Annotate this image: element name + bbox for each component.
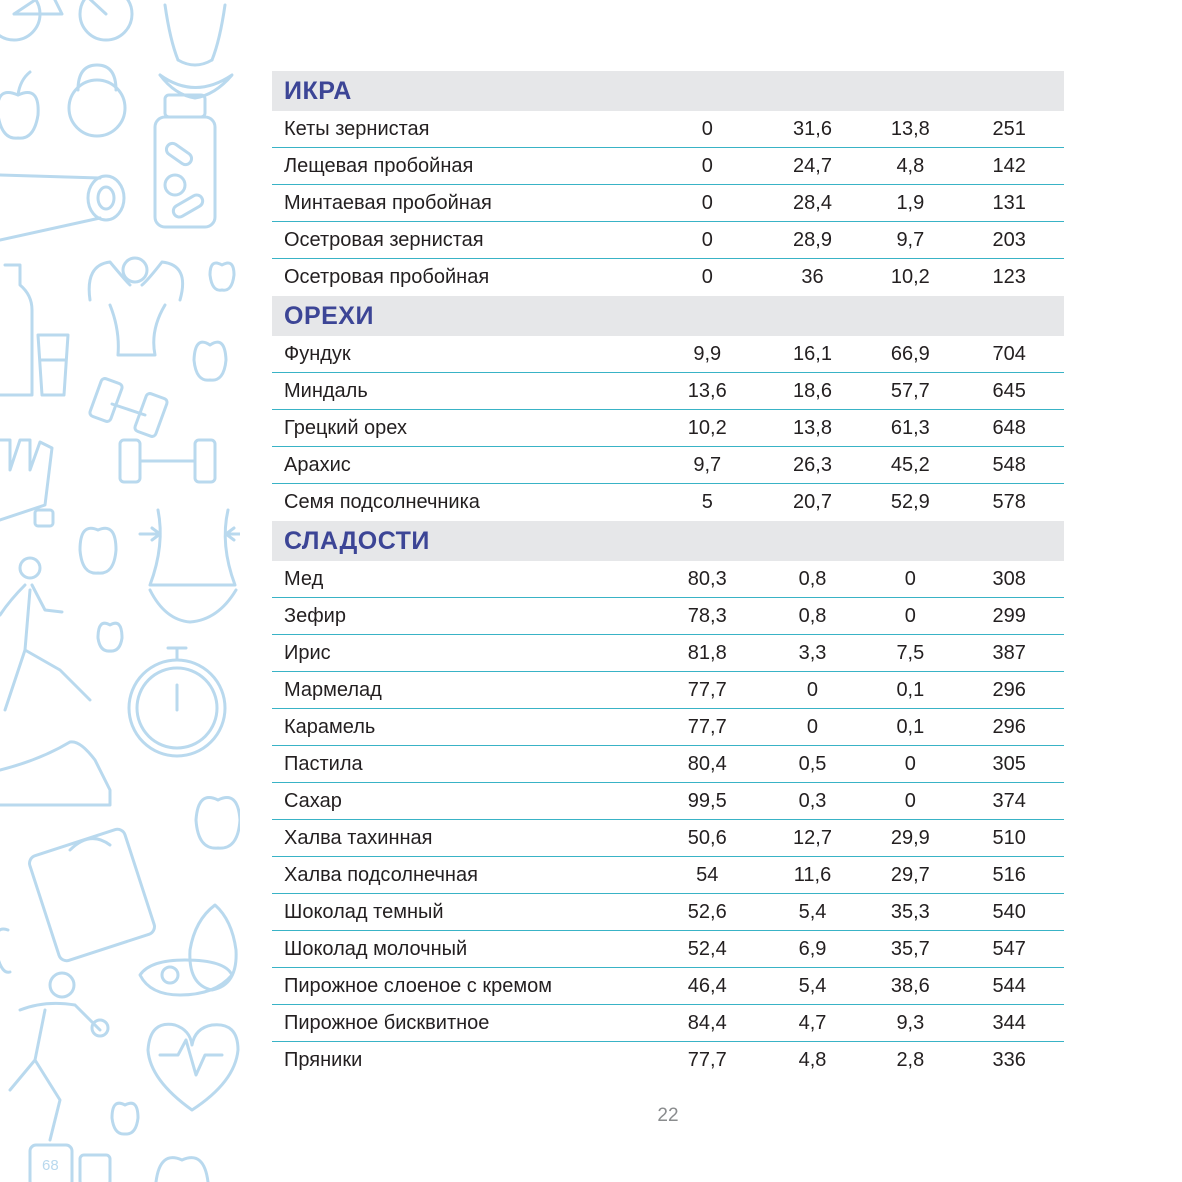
value-cell: 142 — [992, 154, 1026, 177]
value-cell: 28,9 — [793, 228, 832, 251]
food-name: Минтаевая пробойная — [284, 191, 492, 214]
value-cell: 296 — [992, 678, 1026, 701]
food-name: Пряники — [284, 1049, 363, 1071]
yoga-mat-icon — [0, 175, 124, 240]
value-cell: 45,2 — [890, 453, 930, 476]
stopwatch-icon — [129, 648, 225, 756]
table-row — [272, 148, 1064, 185]
value-cell: 13,8 — [890, 117, 930, 140]
value-cell: 510 — [992, 826, 1026, 849]
value-cell: 13,6 — [687, 379, 727, 402]
food-name: Пастила — [284, 752, 363, 775]
avocado-icon — [140, 905, 236, 995]
table-row — [272, 635, 1064, 672]
value-cell: 548 — [992, 453, 1026, 476]
value-cell: 57,7 — [890, 379, 930, 402]
value-cell: 77,7 — [687, 678, 727, 701]
sneaker-icon — [0, 742, 110, 805]
value-cell: 0 — [701, 228, 713, 251]
value-cell: 12,7 — [793, 826, 832, 849]
table-row — [272, 410, 1064, 447]
value-cell: 24,7 — [793, 154, 832, 177]
yoga-person-icon — [160, 5, 232, 98]
value-cell: 9,7 — [896, 228, 925, 251]
table-row — [272, 373, 1064, 410]
food-name: Зефир — [284, 604, 346, 627]
bicycle-icon — [0, 0, 132, 40]
value-cell: 251 — [992, 117, 1026, 140]
section-orekhi — [272, 296, 1064, 521]
value-cell: 516 — [992, 863, 1026, 886]
value-cell: 11,6 — [793, 863, 832, 886]
value-cell: 52,4 — [687, 937, 727, 960]
value-cell: 61,3 — [890, 416, 930, 439]
apple-icon — [80, 528, 122, 651]
value-cell: 645 — [992, 379, 1026, 402]
table-row — [272, 1042, 1064, 1079]
value-cell: 84,4 — [687, 1011, 727, 1034]
value-cell: 1,9 — [896, 191, 925, 214]
value-cell: 31,6 — [793, 117, 832, 140]
value-cell: 52,9 — [890, 491, 930, 513]
value-cell: 5,4 — [798, 974, 827, 997]
value-cell: 35,3 — [890, 900, 930, 923]
value-cell: 80,4 — [687, 752, 727, 775]
section-header — [272, 296, 1064, 336]
value-cell: 9,9 — [693, 342, 722, 365]
section-title: ИКРА — [284, 76, 352, 105]
table-row — [272, 598, 1064, 635]
section-title: ОРЕХИ — [284, 301, 374, 330]
value-cell: 81,8 — [687, 641, 727, 664]
value-cell: 0 — [904, 789, 916, 812]
table-row — [272, 672, 1064, 709]
value-cell: 52,6 — [687, 900, 727, 923]
value-cell: 16,1 — [793, 342, 832, 365]
food-name: Сахар — [284, 789, 342, 812]
water-bottle-icon — [0, 265, 32, 395]
section-sladosti — [272, 521, 1064, 1079]
food-name: Ирис — [284, 641, 331, 664]
table-row — [272, 561, 1064, 598]
value-cell: 704 — [992, 342, 1026, 365]
value-cell: 35,7 — [890, 937, 930, 960]
value-cell: 7,5 — [896, 641, 925, 664]
value-cell: 10,2 — [890, 266, 930, 288]
food-name: Миндаль — [284, 379, 368, 402]
value-cell: 544 — [992, 974, 1026, 997]
value-cell: 4,7 — [798, 1011, 827, 1034]
value-cell: 66,9 — [890, 342, 930, 365]
glass-icon — [38, 335, 68, 395]
apple-icon — [0, 72, 38, 138]
food-name: Мармелад — [284, 678, 382, 701]
kettlebell-icon — [69, 65, 125, 136]
value-cell: 308 — [992, 567, 1026, 590]
food-name: Осетровая пробойная — [284, 266, 490, 288]
value-cell: 374 — [992, 789, 1026, 812]
value-cell: 46,4 — [687, 974, 727, 997]
table-row — [272, 336, 1064, 373]
value-cell: 28,4 — [793, 191, 832, 214]
table-row — [272, 894, 1064, 931]
value-cell: 6,9 — [798, 937, 827, 960]
section-header — [272, 521, 1064, 561]
table-row — [272, 484, 1064, 521]
runner-icon — [0, 558, 90, 710]
food-name: Лещевая пробойная — [284, 154, 474, 177]
food-name: Халва тахинная — [284, 826, 433, 849]
table-row — [272, 709, 1064, 746]
table-row — [272, 746, 1064, 783]
value-cell: 578 — [992, 491, 1026, 513]
food-name: Фундук — [284, 342, 351, 365]
value-cell: 0,1 — [896, 678, 925, 701]
value-cell: 29,7 — [890, 863, 930, 886]
value-cell: 9,7 — [693, 453, 722, 476]
table-row — [272, 185, 1064, 222]
value-cell: 305 — [992, 752, 1026, 775]
nutrition-table — [272, 71, 1064, 1079]
value-cell: 299 — [992, 604, 1026, 627]
value-cell: 50,6 — [687, 826, 727, 849]
value-cell: 4,8 — [896, 154, 925, 177]
apple-icon — [194, 263, 234, 380]
value-cell: 18,6 — [793, 379, 832, 402]
table-row — [272, 447, 1064, 484]
table-row — [272, 111, 1064, 148]
table-row — [272, 222, 1064, 259]
table-row — [272, 259, 1064, 296]
value-cell: 0 — [904, 567, 916, 590]
food-name: Шоколад темный — [284, 900, 444, 923]
value-cell: 648 — [992, 416, 1026, 439]
pill-jar-icon — [155, 95, 215, 227]
value-cell: 0,8 — [798, 567, 827, 590]
value-cell: 36 — [801, 266, 824, 288]
value-cell: 203 — [992, 228, 1026, 251]
value-cell: 0 — [904, 604, 916, 627]
bodybuilder-icon — [89, 258, 182, 355]
value-cell: 0 — [806, 678, 819, 701]
value-cell: 80,3 — [687, 567, 727, 590]
value-cell: 26,3 — [793, 453, 832, 476]
value-cell: 3,3 — [798, 641, 827, 664]
value-cell: 540 — [992, 900, 1026, 923]
food-name: Кеты зернистая — [284, 117, 430, 140]
value-cell: 38,6 — [890, 974, 930, 997]
table-row — [272, 783, 1064, 820]
table-row — [272, 820, 1064, 857]
value-cell: 0 — [701, 154, 713, 177]
waist-icon — [140, 510, 240, 622]
value-cell: 344 — [992, 1011, 1026, 1034]
food-name: Халва подсолнечная — [284, 863, 478, 886]
value-cell: 0,3 — [798, 789, 827, 812]
glove-icon — [0, 440, 53, 526]
food-name: Грецкий орех — [284, 416, 407, 439]
table-row — [272, 1005, 1064, 1042]
food-name: Осетровая зернистая — [284, 228, 484, 251]
value-cell: 5 — [701, 491, 713, 513]
value-cell: 13,8 — [793, 416, 832, 439]
value-cell: 4,8 — [798, 1049, 827, 1071]
decorative-fitness-illustrations — [0, 0, 240, 1182]
value-cell: 0,5 — [798, 752, 827, 775]
value-cell: 29,9 — [890, 826, 930, 849]
food-name: Арахис — [284, 453, 351, 476]
heart-pulse-icon — [148, 1024, 238, 1110]
section-title: СЛАДОСТИ — [284, 526, 430, 555]
section-ikra — [272, 71, 1064, 296]
food-name: Пирожное бисквитное — [284, 1011, 490, 1034]
section-header — [272, 71, 1064, 111]
value-cell: 0 — [701, 117, 713, 140]
value-cell: 0 — [806, 715, 819, 738]
dumbbell-icon — [89, 377, 215, 482]
scale-icon — [27, 827, 156, 963]
food-name: Пирожное слоеное с кремом — [284, 974, 552, 997]
value-cell: 547 — [992, 937, 1026, 960]
value-cell: 20,7 — [793, 491, 832, 513]
value-cell: 0 — [701, 191, 713, 214]
table-row — [272, 968, 1064, 1005]
value-cell: 10,2 — [687, 416, 727, 439]
value-cell: 54 — [696, 863, 719, 886]
value-cell: 5,4 — [798, 900, 827, 923]
value-cell: 2,8 — [896, 1049, 925, 1071]
value-cell: 0 — [904, 752, 916, 775]
food-name: Семя подсолнечника — [284, 491, 480, 513]
value-cell: 0 — [701, 266, 713, 288]
tracker-value-text: 68 — [42, 1157, 59, 1174]
value-cell: 131 — [992, 191, 1026, 214]
table-row — [272, 931, 1064, 968]
value-cell: 336 — [992, 1049, 1026, 1071]
value-cell: 296 — [992, 715, 1026, 738]
table-row — [272, 857, 1064, 894]
value-cell: 9,3 — [896, 1011, 925, 1034]
value-cell: 77,7 — [687, 1049, 727, 1071]
food-name: Шоколад молочный — [284, 937, 468, 960]
page-number: 22 — [657, 1105, 679, 1126]
value-cell: 77,7 — [687, 715, 727, 738]
value-cell: 99,5 — [687, 789, 727, 812]
value-cell: 78,3 — [687, 604, 727, 627]
value-cell: 123 — [992, 266, 1026, 288]
value-cell: 0,1 — [896, 715, 925, 738]
value-cell: 387 — [992, 641, 1026, 664]
food-name: Мед — [284, 567, 324, 590]
value-cell: 0,8 — [798, 604, 827, 627]
food-name: Карамель — [284, 715, 376, 738]
apple-icon — [196, 798, 240, 849]
